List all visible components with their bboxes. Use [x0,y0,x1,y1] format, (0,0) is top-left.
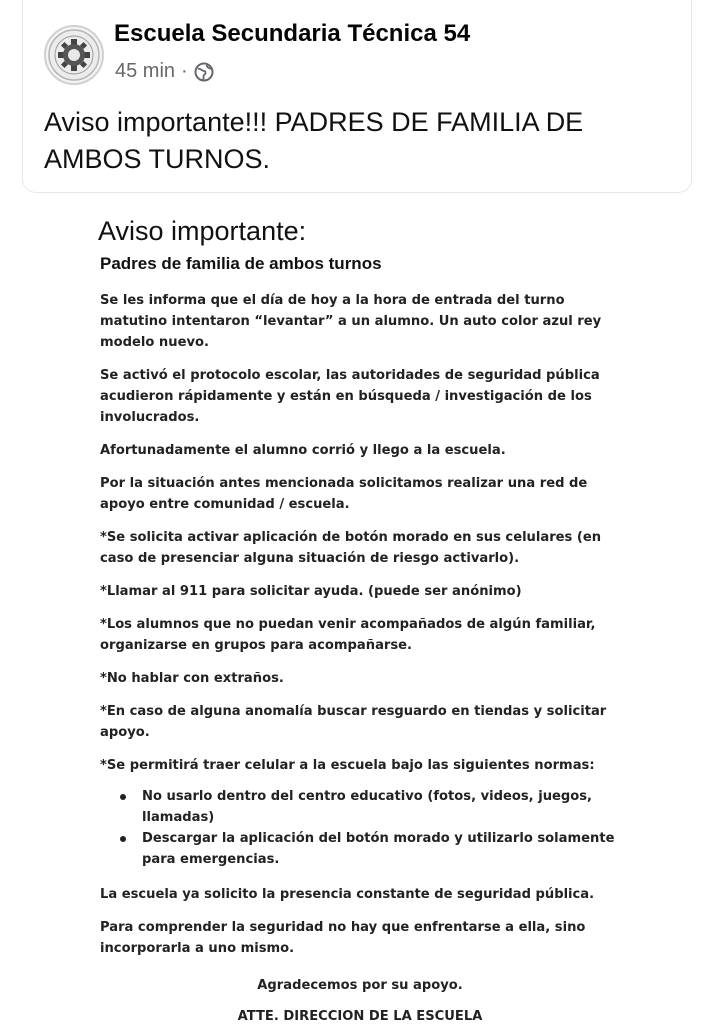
globe-icon[interactable] [194,62,214,82]
phone-rules-list [100,786,620,870]
school-logo-icon [46,27,102,83]
notice-title: Aviso importante: [98,216,307,246]
post-meta [115,60,214,83]
notice-paragraph: *Se solicita activar aplicación de botón morado en sus celulares (en caso de presenciar alguna situación de riesgo activarlo). [100,530,602,566]
notice-paragraph: *Los alumnos que no puedan venir acompañados de algún familiar, organizarse en grupos para acompañarse. [100,617,596,653]
notice-image[interactable] [0,196,713,1024]
notice-paragraph: *Llamar al 911 para solicitar ayuda. (puede ser anónimo) [100,584,522,599]
post-text: Aviso importante!!! PADRES DE FAMILIA DE AMBOS TURNOS. [44,107,584,174]
meta-separator: · [181,60,188,82]
notice-body [100,290,620,1027]
thanks-line: Agradecemos por su apoyo. [257,978,463,993]
notice-paragraph: Por la situación antes mencionada solicitamos realizar una red de apoyo entre comunidad / escuela. [100,476,588,512]
school-logo-avatar[interactable] [44,25,104,85]
page-name-link[interactable]: Escuela Secundaria Técnica 54 [114,20,471,47]
notice-paragraph: Se les informa que el día de hoy a la hora de entrada del turno matutino intentaron “levantar” a un alumno. Un auto color azul rey modelo nuevo. [100,293,602,350]
notice-paragraph: Afortunadamente el alumno corrió y llego a la escuela. [100,443,506,458]
post-timestamp[interactable]: 45 min [115,60,176,82]
notice-paragraph: Para comprender la seguridad no hay que enfrentarse a ella, sino incorporarla a uno mismo. [100,920,586,956]
notice-paragraph: La escuela ya solicito la presencia constante de seguridad pública. [100,887,595,902]
notice-paragraph: *Se permitirá traer celular a la escuela bajo las siguientes normas: [100,758,595,773]
signature-line: ATTE. DIRECCION DE LA ESCUELA [237,1009,483,1024]
notice-paragraph: *No hablar con extraños. [100,671,284,686]
notice-paragraph: Se activó el protocolo escolar, las autoridades de seguridad pública acudieron rápidamente y están en búsqueda / investigación de los involucrados. [100,368,600,425]
notice-subtitle: Padres de familia de ambos turnos [100,254,382,273]
list-item: Descargar la aplicación del botón morado y utilizarlo solamente para emergencias. [120,828,620,870]
list-item: No usarlo dentro del centro educativo (fotos, videos, juegos, llamadas) [120,786,620,828]
notice-paragraph: *En caso de alguna anomalía buscar resguardo en tiendas y solicitar apoyo. [100,704,607,740]
